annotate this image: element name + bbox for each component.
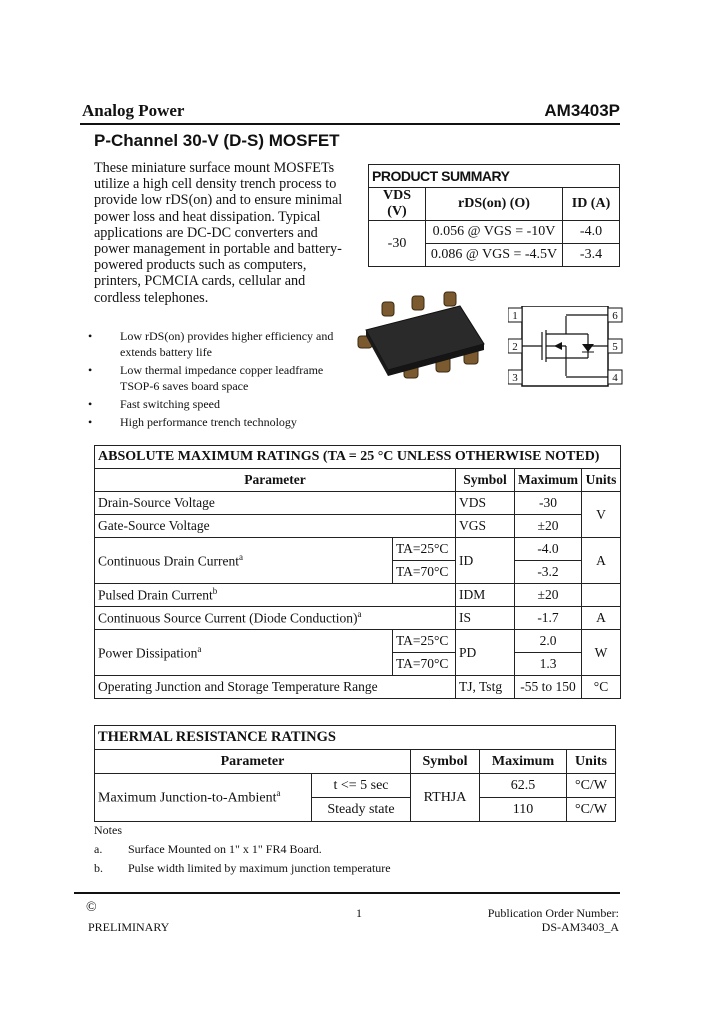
thermal-header-symbol: Symbol — [411, 750, 480, 774]
list-item: • Low thermal impedance copper leadframe TSOP-6 saves board space — [88, 363, 324, 393]
table-row: Continuous Drain Current$^a$ TA=25°C ID -4.0 A — [95, 538, 621, 561]
publication-number: DS-AM3403_A — [541, 920, 619, 934]
feature-list — [88, 328, 348, 432]
list-item: • Fast switching speed — [88, 397, 220, 411]
list-item: b. Pulse width limited by maximum junction temperature — [94, 861, 391, 875]
amr-header-units: Units — [582, 469, 621, 492]
thermal-header-units: Units — [567, 750, 616, 774]
table-row: Pulsed Drain Current$^b$ IDM ±20 — [95, 584, 621, 607]
page-number: 1 — [356, 906, 362, 920]
part-number: AM3403P — [544, 101, 620, 120]
table-row: Drain-Source Voltage VDS -30 V — [95, 492, 621, 515]
absolute-maximum-ratings-table — [94, 445, 621, 699]
mosfet-symbol-icon — [522, 315, 608, 377]
header-vds: VDS (V) — [369, 188, 426, 221]
header-rds: rDS(on) (O) — [426, 188, 563, 221]
notes — [94, 821, 514, 878]
header-rule — [80, 123, 620, 125]
pin-2-label: 2 — [512, 341, 518, 353]
thermal-caption: THERMAL RESISTANCE RATINGS — [95, 726, 616, 750]
rds-value: 0.056 @ VGS = -10V — [426, 221, 563, 244]
pin-6-label: 6 — [612, 310, 618, 322]
status-label: PRELIMINARY — [88, 920, 170, 934]
rds-value: 0.086 @ VGS = -4.5V — [426, 244, 563, 267]
amr-header-maximum: Maximum — [515, 469, 582, 492]
pin-1-label: 1 — [512, 310, 518, 322]
header-id: ID (A) — [563, 188, 620, 221]
table-row: Power Dissipation$^a$ TA=25°C PD 2.0 W — [95, 630, 621, 653]
copyright-icon: © — [86, 900, 97, 915]
thermal-header-maximum: Maximum — [480, 750, 567, 774]
footer-rule — [74, 892, 620, 894]
table-row: Gate-Source Voltage VGS ±20 — [95, 515, 621, 538]
thermal-resistance-table — [94, 725, 616, 822]
notes-label: Notes — [94, 823, 122, 837]
table-row: Maximum Junction-to-Ambient$^a$ t <= 5 sec RTHJA 62.5 °C/W — [95, 774, 616, 798]
pin-5-label: 5 — [612, 341, 618, 353]
table-row: Operating Junction and Storage Temperature Range TJ, Tstg -55 to 150 °C — [95, 676, 621, 699]
publication-label: Publication Order Number: — [487, 906, 619, 920]
company-name: Analog Power — [82, 101, 185, 120]
table-row: TA=70°C -3.2 — [95, 561, 621, 584]
vds-value: -30 — [369, 221, 426, 267]
amr-caption: ABSOLUTE MAXIMUM RATINGS (TA = 25 °C UNLESS OTHERWISE NOTED) — [95, 446, 621, 469]
list-item: a. Surface Mounted on 1" x 1" FR4 Board. — [94, 842, 322, 856]
thermal-header-parameter: Parameter — [95, 750, 411, 774]
pin-3-label: 3 — [512, 372, 518, 384]
table-row: TA=70°C 1.3 — [95, 653, 621, 676]
page-title: P-Channel 30-V (D-S) MOSFET — [94, 131, 340, 150]
amr-header-symbol: Symbol — [456, 469, 515, 492]
id-value: -4.0 — [563, 221, 620, 244]
tsop6-package-image — [352, 290, 492, 400]
table-row: Continuous Source Current (Diode Conduction)$^a$ IS -1.7 A — [95, 607, 621, 630]
amr-header-parameter: Parameter — [95, 469, 456, 492]
product-summary-caption: PRODUCT SUMMARY — [369, 165, 620, 188]
pin-4-label: 4 — [612, 372, 618, 384]
list-item: • Low rDS(on) provides higher efficiency and extends battery life — [88, 329, 334, 359]
intro-paragraph: These miniature surface mount MOSFETs utilize a high cell density trench process to provide low rDS(on) and to ensure minimal power loss and heat dissipation. Typical applications are DC-DC converters and power management in portable and battery-powered products such as computers, printers, PCMCIA cards, cellular and cordless telephones. — [94, 160, 343, 306]
pinout-diagram — [508, 306, 624, 392]
table-row: Steady state 110 °C/W — [95, 798, 616, 822]
list-item: • High performance trench technology — [88, 415, 297, 429]
id-value: -3.4 — [563, 244, 620, 267]
product-summary-table — [368, 164, 620, 267]
